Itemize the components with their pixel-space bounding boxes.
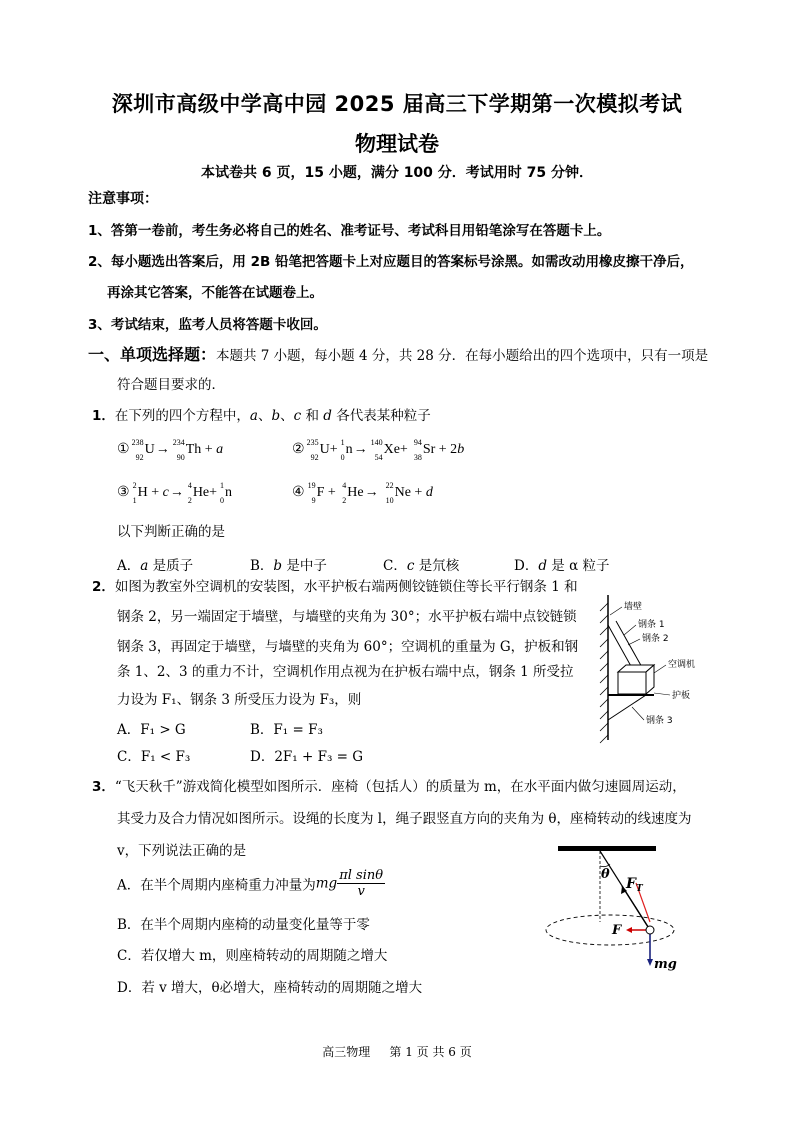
page-footer <box>0 1043 794 1060</box>
q1-option-c[interactable]: C．c 是氘核 <box>383 558 460 574</box>
eq1-nuclide-u: 238 92 U <box>131 438 155 462</box>
label-ac: 空调机 <box>668 660 696 670</box>
q1-var-b: b <box>271 408 281 424</box>
q1-equation-4 <box>292 483 433 503</box>
notes-heading: 注意事项： <box>88 191 158 207</box>
q1-sep2: 、 <box>280 408 294 424</box>
q1-option-a[interactable]: A．a 是质子 <box>117 558 194 574</box>
q1-var-a: a <box>249 408 258 424</box>
net-force-arrowhead <box>626 927 632 933</box>
eq3-plus1: + <box>147 485 163 501</box>
eq4-nuclide-f: 19 9 F <box>307 481 325 505</box>
eq3-nuclide-n: 1 0 n <box>220 481 233 505</box>
footer-page-number: 第 1 页 共 6 页 <box>389 1045 472 1059</box>
label-wall: 墙壁 <box>624 602 643 612</box>
air-conditioner-unit <box>618 672 646 694</box>
q1-option-d[interactable]: D．d 是 α 粒子 <box>514 558 610 574</box>
eq2-nuclide-u: 235 92 U <box>306 438 330 462</box>
note-1: 1、答第一卷前，考生务必将自己的姓名、准考证号、考试科目用铅笔涂写在答题卡上。 <box>88 223 611 239</box>
note-2b: 再涂其它答案，不能答在试题卷上。 <box>107 285 323 301</box>
q2-option-a[interactable]: A．F₁ > G <box>117 722 186 738</box>
exam-title: 深圳市高级中学高中园 2025 届高三下学期第一次模拟考试 <box>111 92 683 116</box>
label-bar-1: 钢条 1 <box>638 620 665 630</box>
eq4-plus1: + <box>324 485 340 501</box>
exam-info: 本试卷共 6 页，15 小题，满分 100 分．考试用时 75 分钟． <box>200 165 594 181</box>
q2-option-c[interactable]: C．F₁ < F₃ <box>117 749 191 765</box>
eq2-plus3: + 2 <box>435 442 458 458</box>
q2-text-1: 如图为教室外空调机的安装图，水平护板右端两侧铰链锁住等长平行钢条 1 和 <box>114 579 578 595</box>
q3-line-3: v，下列说法正确的是 <box>117 843 247 859</box>
eq4-nuclide-ne: 22 10 Ne <box>385 481 411 505</box>
q3-line-1 <box>92 778 686 796</box>
label-board: 护板 <box>672 691 691 701</box>
eq2-plus1: + <box>329 442 338 458</box>
eq4-plus2: + <box>410 485 426 501</box>
q1-stem-text-b: 各代表某种粒子 <box>331 408 431 424</box>
eq1-plus: + <box>201 442 217 458</box>
label-f: F <box>612 923 622 938</box>
q2-number: 2． <box>92 579 115 595</box>
seat-ball <box>646 926 654 934</box>
eq2-arrow: → <box>353 442 368 457</box>
eq4-particle: d <box>425 485 433 501</box>
exam-subtitle: 物理试卷 <box>355 132 439 156</box>
circular-path <box>546 915 674 945</box>
q1-number: 1． <box>92 408 115 424</box>
q3-figure-swing <box>540 842 720 972</box>
q3-option-b[interactable]: B．在半个周期内座椅的动量变化量等于零 <box>117 917 370 933</box>
q2-option-d[interactable]: D．2F₁ + F₃ = G <box>250 749 364 765</box>
section-1-heading <box>88 346 708 365</box>
note-3: 3、考试结束，监考人员将答题卡收回。 <box>88 317 327 333</box>
footer-subject: 高三物理 <box>322 1045 371 1059</box>
eq1-nuclide-th: 234 90 Th <box>172 438 202 462</box>
q1-sep3: 和 <box>301 408 324 424</box>
eq3-arrow: → <box>169 485 184 500</box>
label-bar-3: 钢条 3 <box>646 716 673 726</box>
q1-stem <box>92 407 431 425</box>
eq3-mark: ③ <box>117 485 130 501</box>
section-1-desc-cont: 符合题目要求的． <box>117 377 225 393</box>
q1-equation-1 <box>117 440 223 460</box>
q3-number: 3． <box>92 779 115 795</box>
q1-equation-3 <box>117 483 232 503</box>
wall-hatch <box>600 603 608 743</box>
eq3-plus2: + <box>209 485 218 501</box>
q2-line-5: 力设为 F₁、钢条 3 所受压力设为 F₃，则 <box>117 692 362 708</box>
eq1-mark: ① <box>117 442 130 458</box>
note-2a: 2、每小题选出答案后，用 2B 铅笔把答题卡上对应题目的答案标号涂黑。如需改动用橡皮擦干净后， <box>88 254 694 270</box>
q2-figure-air-conditioner <box>596 585 714 745</box>
eq2-particle: b <box>457 442 465 458</box>
q1-stem-text: 在下列的四个方程中， <box>114 408 250 424</box>
eq2-nuclide-sr: 94 38 Sr <box>413 438 436 462</box>
q1-option-b[interactable]: B．b 是中子 <box>250 558 327 574</box>
ceiling-bar <box>558 846 656 851</box>
q1-var-c: c <box>293 408 302 424</box>
q3-option-a[interactable]: A．在半个周期内座椅重力冲量为mg $\frac{\text{πl sinθ}}{v}$ <box>117 868 384 899</box>
eq1-arrow: → <box>155 442 170 457</box>
q3-option-d[interactable]: D．若 v 增大，θ必增大，座椅转动的周期随之增大 <box>117 980 423 996</box>
label-theta: θ <box>601 867 610 882</box>
section-1-label: 一、单项选择题： <box>88 345 217 364</box>
eq2-mark: ② <box>292 442 305 458</box>
label-mg: mg <box>654 957 677 972</box>
q1-sep1: 、 <box>257 408 272 424</box>
q2-line-3: 钢条 3，再固定于墙壁，与墙壁的夹角为 60°；空调机的重量为 G，护板和钢 <box>117 639 579 655</box>
section-1-desc: 本题共 7 小题，每小题 4 分，共 28 分．在每小题给出的四个选项中，只有一项是 <box>216 348 709 364</box>
label-ft: $F_T$ <box>626 876 643 894</box>
q2-line-2: 钢条 2，另一端固定于墙壁，与墙壁的夹角为 30°；水平护板右端中点铰链锁 <box>117 609 577 625</box>
q1-var-d: d <box>323 408 332 424</box>
eq2-plus2: + <box>399 442 408 458</box>
eq1-particle: a <box>216 442 224 458</box>
eq4-arrow: → <box>364 485 379 500</box>
eq2-nuclide-n: 1 0 n <box>340 438 353 462</box>
eq4-nuclide-he: 4 2 He <box>342 481 364 505</box>
q3-option-c[interactable]: C．若仅增大 m，则座椅转动的周期随之增大 <box>117 948 388 964</box>
q3-text-1: “飞天秋千”游戏简化模型如图所示．座椅（包括人）的质量为 m，在水平面内做匀速圆周运动， <box>114 779 686 795</box>
q1-equation-2 <box>292 440 464 460</box>
eq3-particle: c <box>162 485 169 501</box>
eq4-mark: ④ <box>292 485 305 501</box>
q1-judge: 以下判断正确的是 <box>117 524 225 540</box>
q2-line-1 <box>92 578 578 596</box>
q3-line-2: 其受力及合力情况如图所示。设绳的长度为 l，绳子跟竖直方向的夹角为 θ，座椅转动的线速度为 <box>117 811 692 827</box>
eq3-nuclide-he: 4 2 He <box>187 481 210 505</box>
eq3-nuclide-h: 2 1 H <box>132 481 148 505</box>
q2-option-b[interactable]: B．F₁ = F₃ <box>250 722 323 738</box>
eq2-nuclide-xe: 140 54 Xe <box>370 438 400 462</box>
label-bar-2: 钢条 2 <box>642 634 669 644</box>
gravity-arrowhead <box>647 959 653 966</box>
q2-line-4: 条 1、2、3 的重力不计，空调机作用点视为在护板右端中点，钢条 1 所受拉 <box>117 664 574 680</box>
